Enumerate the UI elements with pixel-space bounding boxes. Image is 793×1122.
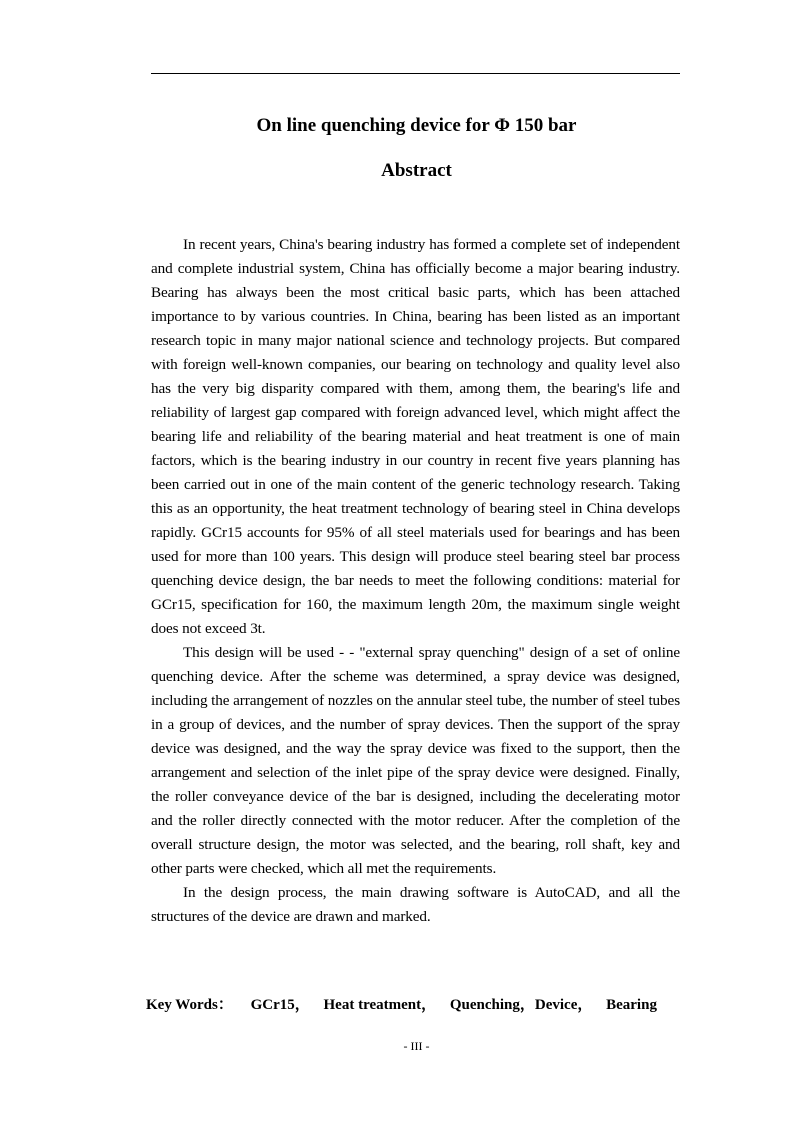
keyword-item: GCr15， <box>250 997 310 1013</box>
page-number: - III - <box>403 1039 430 1053</box>
keyword-item: Heat treatment， <box>323 997 437 1013</box>
abstract-body <box>151 233 680 929</box>
keyword-item: Quenching，Device， <box>449 997 593 1013</box>
paper-title: On line quenching device for Φ 150 bar <box>256 115 577 136</box>
keywords-label: Key Words： <box>146 997 233 1013</box>
abstract-paragraph-3: In the design process, the main drawing software is AutoCAD, and all the structures of the device are drawn and marked. <box>151 884 680 925</box>
keywords-line <box>146 993 686 1017</box>
abstract-paragraph-2: This design will be used - - "external spray quenching" design of a set of online quenching device. After the scheme was determined, a spray device was designed, including the arrangement of nozzles on the annular steel tube, the number of steel tubes in a group of devices, and the number of spray devices. Then the support of the spray device was designed, and the way the spray device was fixed to the support, then the arrangement and selection of the inlet pipe of the spray device were designed. Finally, the roller conveyance device of the bar is designed, including the decelerating motor and the roller directly connected with the motor reducer. After the completion of the overall structure design, the motor was selected, and the bearing, roll shaft, key and other parts were checked, which all met the requirements. <box>151 644 680 877</box>
abstract-paragraph-1: In recent years, China's bearing industry has formed a complete set of independent and complete industrial system, China has officially become a major bearing industry. Bearing has always been the most critical basic parts, which has been attached importance to by various countries. In China, bearing has been listed as an important research topic in many major national science and technology projects. But compared with foreign well-known companies, our bearing on technology and quality level also has the very big disparity compared with them, among them, the bearing's life and reliability of largest gap compared with foreign advanced level, which might affect the bearing life and reliability of the bearing material and heat treatment is one of main factors, which is the bearing industry in our country in recent five years planning has been carried out in one of the main content of the generic technology research. Taking this as an opportunity, the heat treatment technology of bearing steel in China develops rapidly. GCr15 accounts for 95% of all steel materials used for bearings and has been used for more than 100 years. This design will produce steel bearing steel bar process quenching device design, the bar needs to meet the following conditions: material for GCr15, specification for 160, the maximum length 20m, the maximum single weight does not exceed 3t. <box>151 236 680 637</box>
header-rule <box>151 73 680 74</box>
keyword-item: Bearing <box>606 997 657 1013</box>
abstract-heading: Abstract <box>381 160 452 181</box>
